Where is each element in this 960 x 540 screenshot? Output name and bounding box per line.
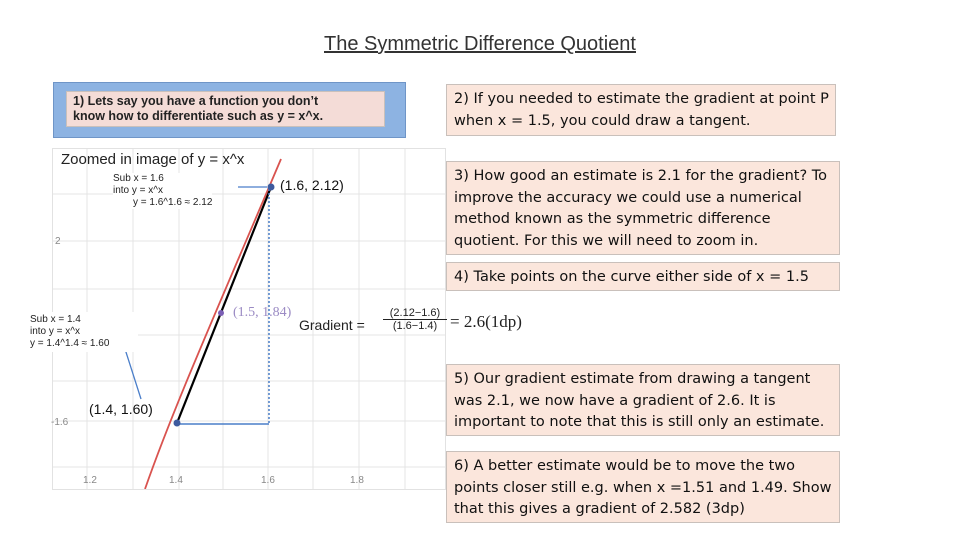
step-3-box: 3) How good an estimate is 2.1 for the gradient? To improve the accuracy we could use a numerical method known as the symmetric difference quotient. For this we will need to zoom in. [446,161,840,255]
step-4-box: 4) Take points on the curve either side of x = 1.5 [446,262,840,291]
y-tick-neg-1.6: -1.6 [51,417,69,428]
page-title: The Symmetric Difference Quotient [324,33,636,55]
sub-1-4-block [26,312,138,352]
x-tick-1.8: 1.8 [350,475,364,486]
point-lower-label: (1.4, 1.60) [89,401,153,417]
sub16-line-1: Sub x = 1.6 [113,173,164,184]
step-2-box: 2) If you needed to estimate the gradient at point P when x = 1.5, you could draw a tangent. [446,84,836,136]
y-tick-2: 2 [55,236,61,247]
gradient-numerator: (2.12−1.6) [383,307,447,320]
step-6-box: 6) A better estimate would be to move the two points closer still e.g. when x =1.51 and 1.49. Show that this gives a gradient of 2.582 (3dp) [446,451,840,523]
x-tick-1.6: 1.6 [261,475,275,486]
zoom-title: Zoomed in image of y = x^x [61,151,245,168]
point-mid [218,310,224,316]
intro-line-1: 1) Lets say you have a function you don’t [73,94,319,108]
point-mid-label: (1.5, 1.84) [233,305,292,320]
sub-1-6-block [113,173,212,209]
point-upper-label: (1.6, 2.12) [280,177,344,193]
sub16-line-3: y = 1.6^1.6 ≈ 2.12 [133,197,213,208]
point-upper [268,184,275,191]
gradient-fraction [383,307,447,332]
intro-line-2: know how to differentiate such as y = x^x. [73,109,324,123]
intro-box [66,91,385,127]
sub14-line-3: y = 1.4^1.4 ≈ 1.60 [30,338,110,349]
gradient-result: = 2.6(1dp) [450,312,522,331]
sub14-line-2: into y = x^x [30,326,80,337]
sub16-line-2: into y = x^x [113,185,163,196]
x-tick-1.2: 1.2 [83,475,97,486]
gradient-label: Gradient = [299,317,365,333]
x-tick-1.4: 1.4 [169,475,183,486]
intro-banner [53,82,406,138]
sub14-line-1: Sub x = 1.4 [30,314,81,325]
point-lower [174,420,181,427]
gradient-denominator: (1.6−1.4) [392,320,438,332]
step-5-box: 5) Our gradient estimate from drawing a tangent was 2.1, we now have a gradient of 2.6. It is important to note that this is still only an estimate. [446,364,840,436]
